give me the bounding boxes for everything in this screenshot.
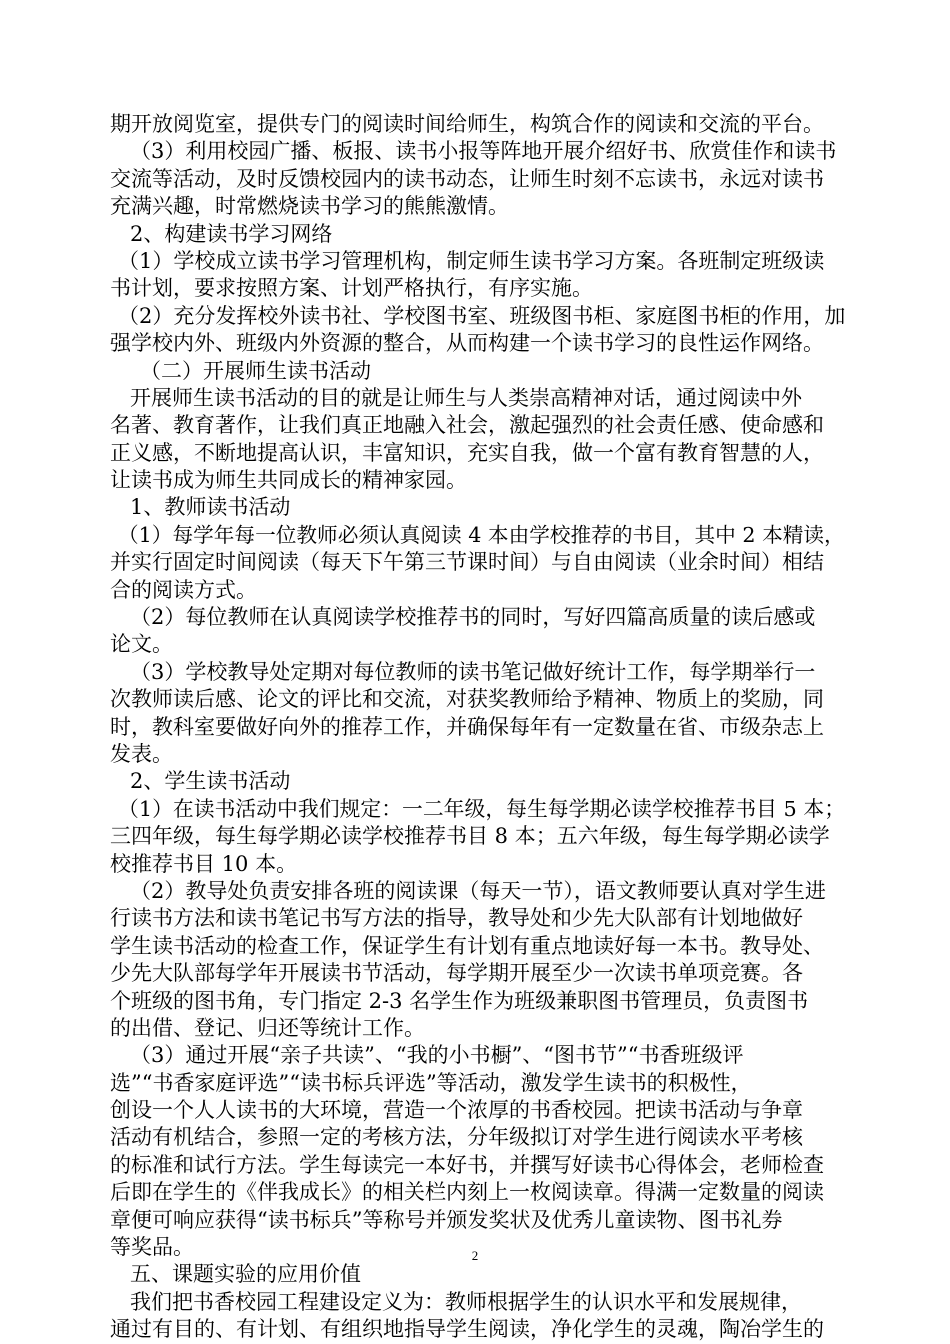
text-line: 我们把书香校园工程建设定义为：教师根据学生的认识水平和发展规律， <box>130 1289 802 1314</box>
text-line: 五、课题实验的应用价值 <box>130 1262 361 1287</box>
text-line: 书计划，要求按照方案、计划严格执行，有序实施。 <box>110 276 593 301</box>
text-line: 充满兴趣，时常燃烧读书学习的熊熊激情。 <box>110 194 509 219</box>
text-line: 选”“书香家庭评选”“读书标兵评选”等活动，激发学生读书的积极性， <box>110 1070 752 1095</box>
page-number: 2 <box>471 1248 479 1263</box>
text-line: 章便可响应获得“读书标兵”等称号并颁发奖状及优秀儿童读物、图书礼券 <box>110 1207 783 1232</box>
text-line: 少先大队部每学年开展读书节活动，每学期开展至少一次读书单项竞赛。各 <box>110 961 803 986</box>
text-line: （3）学校教导处定期对每位教师的读书笔记做好统计工作，每学期举行一 <box>130 659 816 684</box>
text-line: 让读书成为师生共同成长的精神家园。 <box>110 468 467 493</box>
text-line: （1）学校成立读书学习管理机构，制定师生读书学习方案。各班制定班级读 <box>118 248 825 273</box>
text-line: 校推荐书目 10 本。 <box>110 851 298 876</box>
text-line: 名著、教育著作，让我们真正地融入社会，激起强烈的社会责任感、使命感和 <box>110 413 824 438</box>
text-line: 正义感，不断地提高认识，丰富知识，充实自我，做一个富有教育智慧的人， <box>110 440 824 465</box>
text-line: 的出借、登记、归还等统计工作。 <box>110 1015 425 1040</box>
text-line: 交流等活动，及时反馈校园内的读书动态，让师生时刻不忘读书，永远对读书 <box>110 166 824 191</box>
text-line: 论文。 <box>110 632 173 657</box>
text-line: 合的阅读方式。 <box>110 577 257 602</box>
text-line: （2）每位教师在认真阅读学校推荐书的同时，写好四篇高质量的读后感或 <box>130 605 816 630</box>
text-line: 创设一个人人读书的大环境，营造一个浓厚的书香校园。把读书活动与争章 <box>110 1098 803 1123</box>
text-line: 三四年级，每生每学期必读学校推荐书目 8 本；五六年级，每生每学期必读学 <box>110 824 830 849</box>
text-line: 并实行固定时间阅读（每天下午第三节课时间）与自由阅读（业余时间）相结 <box>110 550 824 575</box>
text-line: 开展师生读书活动的目的就是让师生与人类崇高精神对话，通过阅读中外 <box>130 385 802 410</box>
text-line: 强学校内外、班级内外资源的整合，从而构建一个读书学习的良性运作网络。 <box>110 331 824 356</box>
text-line: 发表。 <box>110 741 173 766</box>
text-line: 2、学生读书活动 <box>130 769 291 794</box>
text-line: 1、教师读书活动 <box>130 495 291 520</box>
text-line: （1）每学年每一位教师必须认真阅读 4 本由学校推荐的书目，其中 2 本精读， <box>118 522 845 547</box>
text-line: 行读书方法和读书笔记书写方法的指导，教导处和少先大队部有计划地做好 <box>110 906 803 931</box>
text-line: 后即在学生的《伴我成长》的相关栏内刻上一枚阅读章。得满一定数量的阅读 <box>110 1180 824 1205</box>
text-line: 2、构建读书学习网络 <box>130 221 333 246</box>
text-line: （3）利用校园广播、板报、读书小报等阵地开展介绍好书、欣赏佳作和读书 <box>130 139 837 164</box>
document-page <box>110 111 845 1344</box>
text-line: （3）通过开展“亲子共读”、“我的小书橱”、“图书节”“书香班级评 <box>130 1043 744 1068</box>
text-line: （二）开展师生读书活动 <box>140 358 371 383</box>
text-line: 学生读书活动的检查工作，保证学生有计划有重点地读好每一本书。教导处、 <box>110 933 824 958</box>
text-line: 时，教科室要做好向外的推荐工作，并确保每年有一定数量在省、市级杂志上 <box>110 714 824 739</box>
text-line: 期开放阅览室，提供专门的阅读时间给师生，构筑合作的阅读和交流的平台。 <box>110 112 824 136</box>
text-line: 个班级的图书角，专门指定 2-3 名学生作为班级兼职图书管理员，负责图书 <box>110 988 809 1013</box>
text-line: （2）教导处负责安排各班的阅读课（每天一节），语文教师要认真对学生进 <box>130 878 826 903</box>
text-line: 通过有目的、有计划、有组织地指导学生阅读，净化学生的灵魂，陶冶学生的 <box>110 1317 824 1342</box>
text-line: 等奖品。 <box>110 1235 194 1260</box>
text-line: 的标准和试行方法。学生每读完一本好书，并撰写好读书心得体会，老师检查 <box>110 1152 824 1177</box>
text-line: 活动有机结合，参照一定的考核方法，分年级拟订对学生进行阅读水平考核 <box>110 1125 803 1150</box>
text-line: （1）在读书活动中我们规定：一二年级，每生每学期必读学校推荐书目 5 本； <box>118 796 846 821</box>
text-line: 次教师读后感、论文的评比和交流，对获奖教师给予精神、物质上的奖励，同 <box>110 687 824 712</box>
text-line: （2）充分发挥校外读书社、学校图书室、班级图书柜、家庭图书柜的作用，加 <box>118 303 846 328</box>
